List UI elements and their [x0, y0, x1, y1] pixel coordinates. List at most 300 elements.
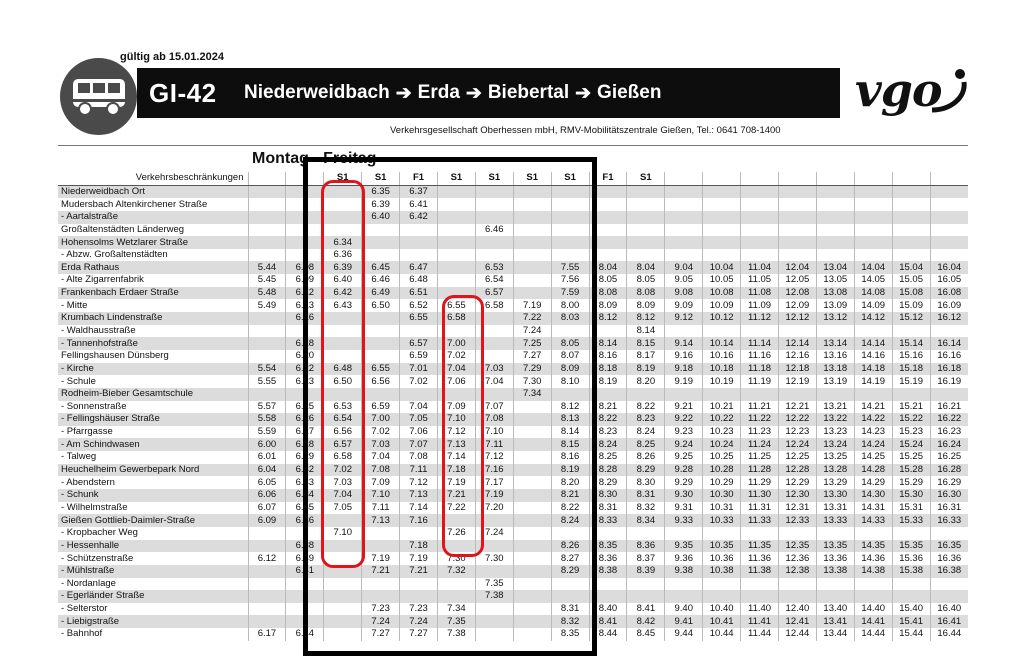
departure-time: 8.31 [551, 603, 589, 616]
departure-time: 7.05 [324, 502, 362, 515]
departure-time [627, 211, 665, 224]
departure-time: 6.41 [286, 565, 324, 578]
departure-time [854, 198, 892, 211]
departure-time: 6.48 [324, 363, 362, 376]
departure-time: 13.09 [816, 299, 854, 312]
departure-time: 13.35 [816, 540, 854, 553]
departure-time: 5.57 [248, 401, 286, 414]
departure-time: 6.58 [324, 451, 362, 464]
departure-time: 10.35 [703, 540, 741, 553]
departure-time: 6.42 [400, 211, 438, 224]
departure-time: 7.19 [400, 552, 438, 565]
departure-time: 14.04 [854, 261, 892, 274]
departure-time: 13.14 [816, 337, 854, 350]
departure-time: 6.47 [400, 261, 438, 274]
departure-time: 13.08 [816, 287, 854, 300]
departure-time: 8.20 [551, 476, 589, 489]
departure-time: 11.38 [741, 565, 779, 578]
departure-time: 14.14 [854, 337, 892, 350]
departure-time: 10.09 [703, 299, 741, 312]
departure-time: 11.04 [741, 261, 779, 274]
stop-name: - Egerländer Straße [58, 590, 248, 603]
departure-time: 6.40 [362, 211, 400, 224]
departure-time: 8.36 [589, 552, 627, 565]
departure-time: 12.40 [778, 603, 816, 616]
departure-time: 7.07 [400, 438, 438, 451]
column-header: F1 [589, 172, 627, 185]
departure-time: 7.08 [475, 413, 513, 426]
stop-name: Krumbach Lindenstraße [58, 312, 248, 325]
departure-time: 14.38 [854, 565, 892, 578]
departure-time: 7.07 [475, 401, 513, 414]
stop-name: Erda Rathaus [58, 261, 248, 274]
departure-time: 15.22 [892, 413, 930, 426]
departure-time: 12.25 [778, 451, 816, 464]
departure-time: 8.12 [551, 401, 589, 414]
departure-time: 14.21 [854, 401, 892, 414]
departure-time [816, 249, 854, 262]
departure-time: 9.29 [665, 476, 703, 489]
departure-time: 13.36 [816, 552, 854, 565]
departure-time: 8.16 [589, 350, 627, 363]
departure-time: 7.10 [324, 527, 362, 540]
departure-time [892, 224, 930, 237]
departure-time: 7.34 [437, 603, 475, 616]
departure-time: 6.01 [248, 451, 286, 464]
departure-time: 10.04 [703, 261, 741, 274]
departure-time [703, 198, 741, 211]
departure-time: 6.39 [362, 198, 400, 211]
stop-name: - Schule [61, 375, 96, 387]
column-header [854, 172, 892, 185]
departure-time [741, 224, 779, 237]
departure-time: 8.18 [589, 363, 627, 376]
departure-time: 14.35 [854, 540, 892, 553]
departure-time: 10.38 [703, 565, 741, 578]
departure-time: 6.50 [362, 299, 400, 312]
departure-time [930, 388, 968, 401]
stop-name: - Tannenhofstraße [58, 337, 248, 350]
departure-time: 8.41 [627, 603, 665, 616]
arrow-icon: ➔ [395, 82, 412, 104]
departure-time: 8.13 [551, 413, 589, 426]
departure-time [854, 388, 892, 401]
departure-time [854, 224, 892, 237]
departure-time: 7.27 [400, 628, 438, 641]
departure-time: 13.22 [816, 413, 854, 426]
departure-time: 8.08 [627, 287, 665, 300]
departure-time [248, 615, 286, 628]
departure-time: 5.49 [248, 299, 286, 312]
departure-time [854, 527, 892, 540]
departure-time: 6.59 [362, 401, 400, 414]
departure-time: 6.16 [286, 312, 324, 325]
departure-time: 12.24 [778, 438, 816, 451]
departure-time: 8.29 [627, 464, 665, 477]
stop-name: Rodheim-Bieber Gesamtschule [58, 388, 248, 401]
departure-time: 10.25 [703, 451, 741, 464]
departure-time: 12.14 [778, 337, 816, 350]
departure-time: 8.05 [627, 274, 665, 287]
departure-time: 8.07 [551, 350, 589, 363]
departure-time: 6.40 [324, 274, 362, 287]
departure-time: 8.05 [589, 274, 627, 287]
departure-time: 9.04 [665, 261, 703, 274]
departure-time [892, 325, 930, 338]
departure-time: 13.23 [816, 426, 854, 439]
arrow-icon: ➔ [575, 82, 592, 104]
bus-icon [60, 58, 137, 135]
stop-name: - Mühlstraße [58, 565, 248, 578]
departure-time: 10.21 [703, 401, 741, 414]
departure-time [703, 590, 741, 603]
departure-time: 7.30 [513, 375, 551, 388]
departure-time [703, 185, 741, 198]
column-header: S1 [324, 172, 362, 185]
departure-time: 6.44 [286, 628, 324, 641]
departure-time [665, 249, 703, 262]
departure-time [627, 578, 665, 591]
departure-time: 7.09 [362, 476, 400, 489]
departure-time: 6.38 [286, 540, 324, 553]
departure-time: 9.33 [665, 514, 703, 527]
departure-time [627, 249, 665, 262]
departure-time: 13.18 [816, 363, 854, 376]
departure-time: 7.04 [400, 401, 438, 414]
departure-time [248, 388, 286, 401]
departure-time: 12.35 [778, 540, 816, 553]
departure-time [248, 312, 286, 325]
departure-time: 7.19 [475, 489, 513, 502]
departure-time: 8.19 [589, 375, 627, 388]
departure-time: 16.24 [930, 438, 968, 451]
departure-time: 7.03 [475, 363, 513, 376]
departure-time: 8.00 [551, 299, 589, 312]
departure-time: 7.02 [437, 350, 475, 363]
departure-time: 10.33 [703, 514, 741, 527]
departure-time: 16.16 [930, 350, 968, 363]
departure-time: 16.31 [930, 502, 968, 515]
departure-time: 7.13 [400, 489, 438, 502]
stop-name: - Abendstern [61, 476, 115, 488]
departure-time: 8.24 [589, 438, 627, 451]
departure-time: 13.04 [816, 261, 854, 274]
departure-time: 8.29 [589, 476, 627, 489]
departure-time: 11.40 [741, 603, 779, 616]
departure-time: 8.23 [627, 413, 665, 426]
departure-time: 7.22 [513, 312, 551, 325]
departure-time: 5.55 [248, 375, 286, 388]
departure-time [930, 590, 968, 603]
departure-time: 7.13 [362, 514, 400, 527]
departure-time: 11.22 [741, 413, 779, 426]
departure-time [854, 211, 892, 224]
departure-time: 8.40 [589, 603, 627, 616]
departure-time [248, 590, 286, 603]
departure-time: 14.33 [854, 514, 892, 527]
departure-time [854, 236, 892, 249]
departure-time: 16.29 [930, 476, 968, 489]
departure-time [248, 249, 286, 262]
departure-time: 10.23 [703, 426, 741, 439]
departure-time: 9.28 [665, 464, 703, 477]
departure-time: 16.35 [930, 540, 968, 553]
departure-time: 16.23 [930, 426, 968, 439]
departure-time: 16.28 [930, 464, 968, 477]
red-highlight-column [321, 180, 365, 568]
column-header [816, 172, 854, 185]
departure-time: 8.22 [589, 413, 627, 426]
departure-time: 7.26 [437, 527, 475, 540]
departure-time: 8.04 [589, 261, 627, 274]
logo-arc-icon [930, 66, 970, 116]
departure-time [892, 198, 930, 211]
departure-time: 8.22 [627, 401, 665, 414]
departure-time [248, 337, 286, 350]
departure-time: 14.22 [854, 413, 892, 426]
departure-time [248, 325, 286, 338]
departure-time: 10.16 [703, 350, 741, 363]
departure-time [892, 590, 930, 603]
departure-time [627, 527, 665, 540]
stop-name: - Schützenstraße [61, 552, 134, 564]
departure-time: 8.10 [551, 375, 589, 388]
departure-time [741, 249, 779, 262]
departure-time: 11.19 [741, 375, 779, 388]
departure-time: 7.02 [324, 464, 362, 477]
stop-name: - Talweg [61, 451, 97, 463]
departure-time: 7.14 [437, 451, 475, 464]
departure-time [248, 224, 286, 237]
departure-time: 12.12 [778, 312, 816, 325]
route-title [244, 82, 661, 105]
departure-time: 12.36 [778, 552, 816, 565]
departure-time: 11.05 [741, 274, 779, 287]
departure-time: 12.22 [778, 413, 816, 426]
departure-time: 8.05 [551, 337, 589, 350]
departure-time [778, 249, 816, 262]
departure-time: 15.24 [892, 438, 930, 451]
departure-time: 7.03 [362, 438, 400, 451]
departure-time [703, 249, 741, 262]
stop-name: - Bahnhof [61, 628, 103, 640]
departure-time: 8.25 [589, 451, 627, 464]
departure-time: 11.28 [741, 464, 779, 477]
departure-time: 14.29 [854, 476, 892, 489]
departure-time: 16.18 [930, 363, 968, 376]
departure-time: 8.32 [551, 615, 589, 628]
departure-time [778, 590, 816, 603]
departure-time: 6.58 [437, 312, 475, 325]
departure-time: 7.55 [551, 261, 589, 274]
departure-time [665, 590, 703, 603]
departure-time [892, 185, 930, 198]
departure-time: 14.19 [854, 375, 892, 388]
departure-time: 14.25 [854, 451, 892, 464]
column-header: S1 [437, 172, 475, 185]
stop-name: - Wilhelmstraße [61, 501, 128, 513]
departure-time: 13.12 [816, 312, 854, 325]
departure-time: 7.12 [437, 426, 475, 439]
departure-time: 16.30 [930, 489, 968, 502]
departure-time: 12.30 [778, 489, 816, 502]
departure-time: 8.19 [551, 464, 589, 477]
departure-time [248, 198, 286, 211]
departure-time: 16.09 [930, 299, 968, 312]
departure-time [627, 590, 665, 603]
departure-time: 13.24 [816, 438, 854, 451]
departure-time [816, 388, 854, 401]
departure-time: 9.14 [665, 337, 703, 350]
departure-time: 7.27 [362, 628, 400, 641]
departure-time: 15.19 [892, 375, 930, 388]
departure-time: 6.28 [286, 438, 324, 451]
departure-time: 6.53 [324, 401, 362, 414]
departure-time [627, 388, 665, 401]
departure-time: 14.30 [854, 489, 892, 502]
departure-time: 9.12 [665, 312, 703, 325]
departure-time: 11.35 [741, 540, 779, 553]
departure-time: 11.31 [741, 502, 779, 515]
departure-time [248, 350, 286, 363]
departure-time: 6.13 [286, 299, 324, 312]
departure-time: 13.38 [816, 565, 854, 578]
departure-time: 16.38 [930, 565, 968, 578]
departure-time: 8.09 [551, 363, 589, 376]
departure-time: 7.10 [362, 489, 400, 502]
departure-time: 7.04 [324, 489, 362, 502]
column-header: S1 [362, 172, 400, 185]
departure-time [703, 527, 741, 540]
stop-name: Niederweidbach Ort [58, 185, 248, 198]
departure-time [816, 578, 854, 591]
departure-time: 10.40 [703, 603, 741, 616]
route-stop: Erda [417, 82, 460, 103]
departure-time: 7.18 [400, 540, 438, 553]
departure-time: 7.16 [475, 464, 513, 477]
departure-time: 15.18 [892, 363, 930, 376]
stop-name: Heuchelheim Gewerbepark Nord [58, 464, 248, 477]
departure-time: 11.24 [741, 438, 779, 451]
departure-time [665, 198, 703, 211]
departure-time: 6.12 [248, 552, 286, 565]
departure-time: 8.41 [589, 615, 627, 628]
departure-time: 6.57 [324, 438, 362, 451]
departure-time: 6.46 [362, 274, 400, 287]
departure-time: 7.16 [400, 514, 438, 527]
departure-time: 8.22 [551, 502, 589, 515]
departure-time: 7.35 [475, 578, 513, 591]
departure-time [248, 185, 286, 198]
departure-time: 13.41 [816, 615, 854, 628]
departure-time [778, 224, 816, 237]
stop-name: - Sonnenstraße [61, 400, 127, 412]
departure-time: 13.40 [816, 603, 854, 616]
departure-time [816, 527, 854, 540]
departure-time [930, 198, 968, 211]
departure-time: 6.36 [324, 249, 362, 262]
departure-time: 7.32 [437, 565, 475, 578]
departure-time: 13.44 [816, 628, 854, 641]
departure-time: 14.12 [854, 312, 892, 325]
column-header: F1 [400, 172, 438, 185]
departure-time: 9.24 [665, 438, 703, 451]
departure-time: 8.31 [589, 502, 627, 515]
departure-time: 6.46 [475, 224, 513, 237]
departure-time: 8.04 [627, 261, 665, 274]
departure-time: 15.08 [892, 287, 930, 300]
departure-time [892, 211, 930, 224]
departure-time: 6.34 [324, 236, 362, 249]
departure-time: 7.30 [475, 552, 513, 565]
divider [58, 145, 968, 146]
departure-time: 8.44 [589, 628, 627, 641]
departure-time: 13.19 [816, 375, 854, 388]
departure-time [930, 325, 968, 338]
departure-time: 7.38 [475, 590, 513, 603]
departure-time: 6.57 [400, 337, 438, 350]
departure-time: 7.24 [400, 615, 438, 628]
stop-name: Fellingshausen Dünsberg [61, 350, 169, 362]
departure-time: 7.12 [475, 451, 513, 464]
departure-time: 6.25 [286, 401, 324, 414]
departure-time: 8.34 [627, 514, 665, 527]
departure-time: 6.48 [400, 274, 438, 287]
departure-time: 7.14 [400, 502, 438, 515]
departure-time: 14.08 [854, 287, 892, 300]
departure-time [665, 185, 703, 198]
departure-time: 7.03 [324, 476, 362, 489]
departure-time: 6.58 [475, 299, 513, 312]
departure-time: 7.21 [400, 565, 438, 578]
departure-time: 8.20 [627, 375, 665, 388]
departure-time: 11.12 [741, 312, 779, 325]
departure-time: 6.56 [362, 375, 400, 388]
departure-time: 8.33 [589, 514, 627, 527]
departure-time: 7.01 [400, 363, 438, 376]
departure-time: 9.19 [665, 375, 703, 388]
departure-time: 7.24 [475, 527, 513, 540]
departure-time: 8.12 [589, 312, 627, 325]
departure-time: 9.41 [665, 615, 703, 628]
departure-time: 12.18 [778, 363, 816, 376]
departure-time: 15.14 [892, 337, 930, 350]
departure-time: 8.35 [551, 628, 589, 641]
departure-time: 14.36 [854, 552, 892, 565]
departure-time: 8.31 [627, 489, 665, 502]
departure-time: 6.20 [286, 350, 324, 363]
departure-time [930, 527, 968, 540]
departure-time: 7.27 [513, 350, 551, 363]
departure-time: 7.05 [400, 413, 438, 426]
departure-time: 13.31 [816, 502, 854, 515]
departure-time [741, 236, 779, 249]
departure-time [930, 185, 968, 198]
departure-time: 6.27 [286, 426, 324, 439]
departure-time: 6.29 [286, 451, 324, 464]
departure-time: 7.06 [437, 375, 475, 388]
stop-name: Gießen Gottlieb-Daimler-Straße [58, 514, 248, 527]
departure-time: 10.36 [703, 552, 741, 565]
departure-time [627, 224, 665, 237]
departure-time: 6.34 [286, 489, 324, 502]
column-header [703, 172, 741, 185]
departure-time [741, 527, 779, 540]
stop-name: - Am Schindwasen [58, 438, 248, 451]
departure-time: 15.31 [892, 502, 930, 515]
departure-time: 10.12 [703, 312, 741, 325]
departure-time: 6.45 [362, 261, 400, 274]
